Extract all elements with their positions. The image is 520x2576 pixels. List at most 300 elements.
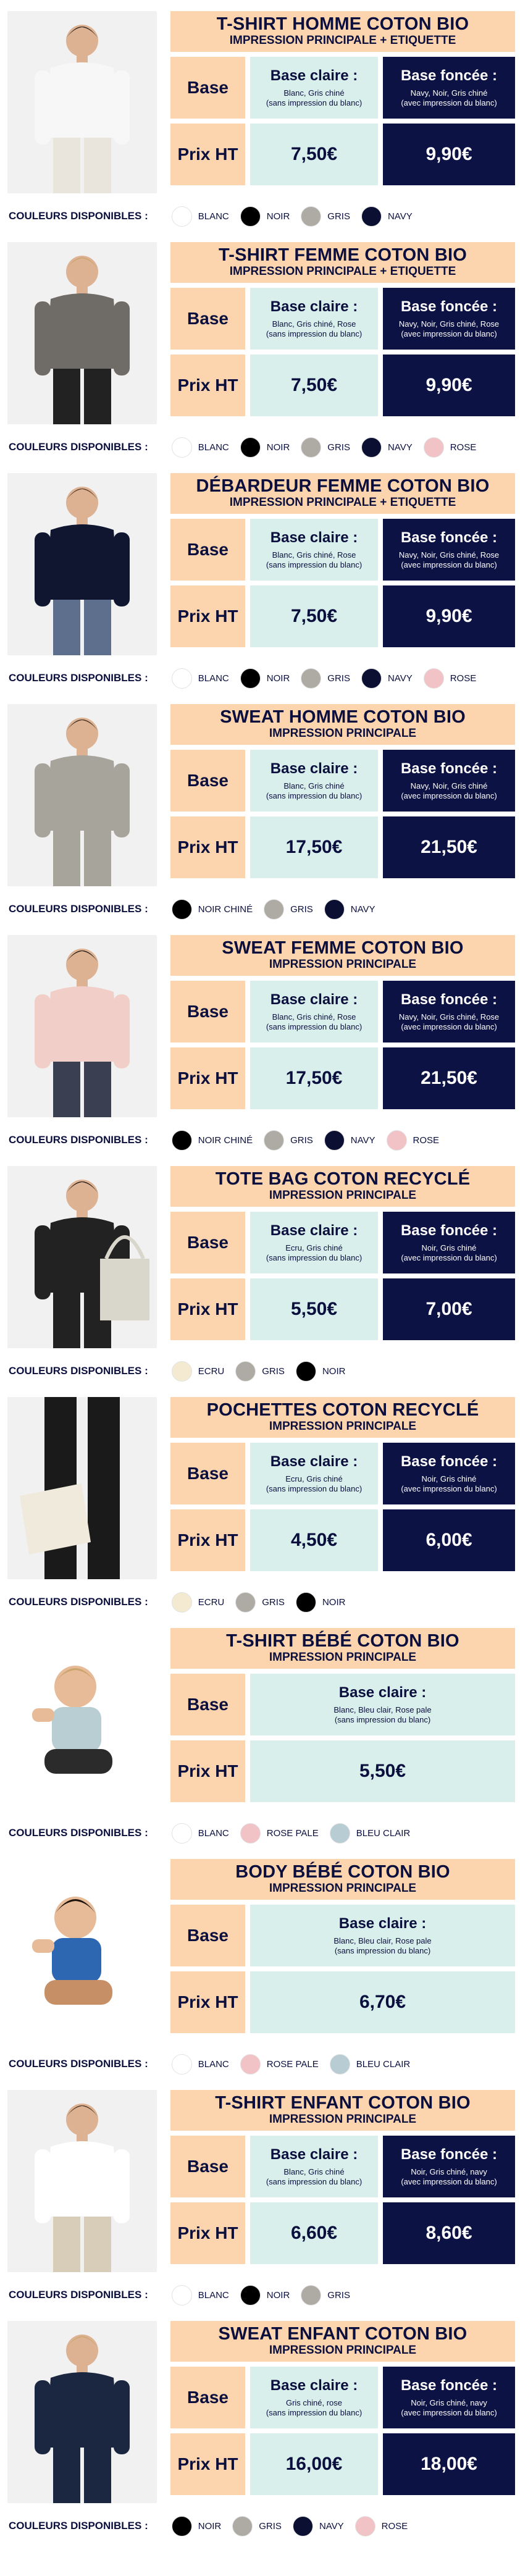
- price-grid: [170, 2136, 515, 2268]
- available-colors: [9, 1593, 515, 1611]
- color-swatch: [361, 668, 413, 689]
- available-colors: [9, 1824, 515, 1842]
- available-colors: [9, 669, 515, 687]
- product-section: [0, 2079, 520, 2310]
- dark-base-description: Noir, Gris chiné, navy (avec impression du blanc): [401, 2398, 497, 2417]
- colors-label: COULEURS DISPONIBLES :: [9, 672, 148, 684]
- base-label: Base: [170, 1212, 245, 1273]
- color-dot: [296, 1361, 316, 1382]
- light-base-description: Blanc, Gris chiné (sans impression du blanc): [266, 88, 363, 107]
- light-base-heading: Base claire :: [270, 67, 358, 84]
- title-box: [170, 935, 515, 976]
- title-box: [170, 1859, 515, 1900]
- colors-label: COULEURS DISPONIBLES :: [9, 2058, 148, 2070]
- price-grid: [170, 1212, 515, 1344]
- light-base-description: Blanc, Gris chiné, Rose (sans impression du blanc): [266, 319, 363, 338]
- color-name: NAVY: [387, 211, 413, 222]
- color-dot: [296, 1592, 316, 1613]
- color-name: NAVY: [350, 904, 375, 915]
- available-colors: [9, 2055, 515, 2073]
- product-photo: [7, 1628, 157, 1810]
- price-label: Prix HT: [170, 816, 245, 878]
- product-title: BODY BÉBÉ COTON BIO: [235, 1862, 450, 1882]
- product-subtitle: IMPRESSION PRINCIPALE: [269, 1651, 417, 1664]
- color-dot: [172, 2054, 192, 2075]
- color-swatch: [296, 1361, 346, 1382]
- dark-base-cell: [383, 57, 515, 119]
- light-price-cell: [250, 124, 378, 185]
- color-name: ECRU: [198, 1366, 225, 1377]
- dark-price-cell: [383, 1047, 515, 1109]
- product-photo: [7, 2321, 157, 2503]
- product-subtitle: IMPRESSION PRINCIPALE: [269, 1882, 417, 1895]
- color-swatch: [240, 2054, 319, 2075]
- dark-price: 9,90€: [426, 375, 472, 395]
- color-swatch: [240, 1823, 319, 1844]
- color-swatch: [330, 1823, 411, 1844]
- light-price-cell: [250, 1278, 378, 1340]
- color-swatch: [330, 2054, 411, 2075]
- color-swatch: [301, 437, 350, 458]
- color-dot: [424, 437, 444, 458]
- color-dot: [172, 1361, 192, 1382]
- light-base-description: Blanc, Gris chiné (sans impression du blanc): [266, 781, 363, 800]
- title-box: [170, 2321, 515, 2362]
- color-name: NOIR: [266, 211, 290, 222]
- price-label: Prix HT: [170, 1278, 245, 1340]
- color-name: BLEU CLAIR: [356, 2058, 411, 2070]
- dark-base-description: Navy, Noir, Gris chiné (avec impression du blanc): [401, 88, 497, 107]
- light-base-cell: [250, 1905, 515, 1966]
- color-dot: [172, 206, 192, 227]
- color-swatch: [324, 1130, 375, 1151]
- color-swatch: [240, 2285, 290, 2305]
- price-table: [170, 1397, 515, 1575]
- product-subtitle: IMPRESSION PRINCIPALE + ETIQUETTE: [229, 496, 456, 509]
- light-price: 16,00€: [285, 2454, 343, 2474]
- light-base-cell: [250, 1674, 515, 1735]
- price-grid: [170, 2367, 515, 2499]
- color-swatch: [172, 2516, 222, 2536]
- price-grid: [170, 519, 515, 651]
- product-photo: [7, 473, 157, 655]
- color-name: GRIS: [327, 442, 350, 453]
- dark-price: 9,90€: [426, 144, 472, 164]
- color-swatch: [172, 899, 253, 920]
- color-name: GRIS: [259, 2520, 282, 2532]
- color-swatch: [172, 2285, 229, 2305]
- light-base-cell: [250, 981, 378, 1043]
- base-label: Base: [170, 519, 245, 581]
- color-swatch: [301, 668, 350, 689]
- product-title: SWEAT FEMME COTON BIO: [222, 938, 464, 958]
- light-base-cell: [250, 2367, 378, 2428]
- dark-price: 8,60€: [426, 2223, 472, 2243]
- dark-base-cell: [383, 288, 515, 350]
- color-swatch: [240, 437, 290, 458]
- color-dot: [424, 668, 444, 689]
- dark-base-cell: [383, 981, 515, 1043]
- color-swatch: [424, 668, 477, 689]
- dark-price: 18,00€: [421, 2454, 477, 2474]
- color-dot: [172, 1592, 192, 1613]
- color-swatch: [301, 206, 350, 227]
- color-dot: [293, 2516, 313, 2536]
- color-dot: [172, 2516, 192, 2536]
- light-base-description: Blanc, Bleu clair, Rose pale (sans impression du blanc): [333, 1705, 432, 1724]
- price-table: [170, 242, 515, 420]
- light-base-cell: [250, 288, 378, 350]
- color-name: ROSE: [381, 2520, 408, 2532]
- color-name: ROSE: [413, 1135, 440, 1146]
- color-name: NAVY: [350, 1135, 375, 1146]
- product-title: SWEAT ENFANT COTON BIO: [218, 2324, 468, 2344]
- color-name: NAVY: [387, 673, 413, 684]
- dark-price-cell: [383, 2202, 515, 2264]
- color-swatch: [264, 1130, 313, 1151]
- color-name: NOIR CHINÉ: [198, 904, 253, 915]
- color-dot: [301, 437, 321, 458]
- color-dot: [240, 668, 261, 689]
- base-label: Base: [170, 2367, 245, 2428]
- product-section: [0, 1617, 520, 1848]
- light-base-cell: [250, 519, 378, 581]
- color-name: NOIR: [266, 2289, 290, 2301]
- dark-price-cell: [383, 1509, 515, 1571]
- color-name: GRIS: [262, 1366, 285, 1377]
- dark-base-cell: [383, 519, 515, 581]
- dark-base-description: Navy, Noir, Gris chiné, Rose (avec impression du blanc): [398, 319, 500, 338]
- base-label: Base: [170, 57, 245, 119]
- dark-price: 7,00€: [426, 1299, 472, 1319]
- product-title: TOTE BAG COTON RECYCLÉ: [215, 1169, 471, 1189]
- color-swatch: [296, 1592, 346, 1613]
- light-price: 7,50€: [290, 606, 338, 626]
- dark-price-cell: [383, 2433, 515, 2495]
- color-swatch: [172, 437, 229, 458]
- price-label: Prix HT: [170, 2202, 245, 2264]
- light-price: 6,70€: [359, 1992, 406, 2012]
- product-section: [0, 231, 520, 462]
- dark-price-cell: [383, 816, 515, 878]
- color-dot: [264, 1130, 284, 1151]
- color-name: NOIR: [266, 442, 290, 453]
- title-box: [170, 1397, 515, 1438]
- available-colors: [9, 1362, 515, 1380]
- color-dot: [324, 899, 345, 920]
- product-section: [0, 1386, 520, 1617]
- color-name: GRIS: [327, 673, 350, 684]
- dark-price-cell: [383, 355, 515, 416]
- color-dot: [240, 437, 261, 458]
- product-title: POCHETTES COTON RECYCLÉ: [206, 1400, 479, 1420]
- dark-base-cell: [383, 2136, 515, 2197]
- price-table: [170, 2090, 515, 2268]
- price-label: Prix HT: [170, 2433, 245, 2495]
- title-box: [170, 1628, 515, 1669]
- colors-label: COULEURS DISPONIBLES :: [9, 2289, 148, 2301]
- dark-base-heading: Base foncée :: [400, 1453, 498, 1470]
- light-base-heading: Base claire :: [270, 760, 358, 777]
- color-name: ROSE: [450, 673, 477, 684]
- light-price: 5,50€: [359, 1761, 406, 1781]
- product-subtitle: IMPRESSION PRINCIPALE: [269, 1189, 417, 1202]
- light-price: 5,50€: [290, 1299, 338, 1319]
- dark-base-heading: Base foncée :: [400, 298, 498, 315]
- available-colors: [9, 2286, 515, 2304]
- product-section: [0, 1848, 520, 2079]
- product-section: [0, 924, 520, 1155]
- color-dot: [301, 206, 321, 227]
- color-dot: [330, 2054, 350, 2075]
- color-name: GRIS: [290, 904, 313, 915]
- dark-base-description: Navy, Noir, Gris chiné (avec impression du blanc): [401, 781, 497, 800]
- colors-label: COULEURS DISPONIBLES :: [9, 1596, 148, 1608]
- light-base-heading: Base claire :: [270, 2146, 358, 2163]
- light-base-heading: Base claire :: [338, 1684, 427, 1701]
- color-dot: [355, 2516, 375, 2536]
- color-dot: [264, 899, 284, 920]
- light-price-cell: [250, 355, 378, 416]
- product-photo: [7, 11, 157, 193]
- product-section: [0, 693, 520, 924]
- price-table: [170, 473, 515, 651]
- color-dot: [232, 2516, 253, 2536]
- light-base-cell: [250, 750, 378, 812]
- light-base-heading: Base claire :: [270, 298, 358, 315]
- product-subtitle: IMPRESSION PRINCIPALE: [269, 727, 417, 740]
- color-name: GRIS: [327, 2289, 350, 2301]
- light-price-cell: [250, 1971, 515, 2033]
- base-label: Base: [170, 1443, 245, 1504]
- price-table: [170, 11, 515, 189]
- color-name: NOIR CHINÉ: [198, 1135, 253, 1146]
- color-dot: [172, 899, 192, 920]
- light-price-cell: [250, 1047, 378, 1109]
- title-box: [170, 1166, 515, 1207]
- colors-label: COULEURS DISPONIBLES :: [9, 1365, 148, 1377]
- color-name: BLANC: [198, 211, 229, 222]
- color-name: NOIR: [266, 673, 290, 684]
- color-swatch: [301, 2285, 350, 2305]
- color-dot: [240, 2054, 261, 2075]
- color-dot: [240, 1823, 261, 1844]
- light-base-description: Blanc, Gris chiné (sans impression du blanc): [266, 2167, 363, 2186]
- color-swatch: [361, 437, 413, 458]
- colors-label: COULEURS DISPONIBLES :: [9, 903, 148, 915]
- dark-base-heading: Base foncée :: [400, 529, 498, 546]
- color-name: ROSE: [450, 442, 477, 453]
- product-photo: [7, 1397, 157, 1579]
- price-table: [170, 2321, 515, 2499]
- color-name: BLANC: [198, 1827, 229, 1839]
- color-swatch: [172, 1130, 253, 1151]
- light-base-cell: [250, 2136, 378, 2197]
- product-title: T-SHIRT HOMME COTON BIO: [216, 14, 469, 34]
- dark-base-cell: [383, 750, 515, 812]
- price-label: Prix HT: [170, 585, 245, 647]
- base-label: Base: [170, 2136, 245, 2197]
- product-photo: [7, 242, 157, 424]
- light-price: 7,50€: [290, 375, 338, 395]
- colors-label: COULEURS DISPONIBLES :: [9, 210, 148, 222]
- base-label: Base: [170, 750, 245, 812]
- dark-base-description: Noir, Gris chiné (avec impression du blanc): [401, 1474, 497, 1493]
- product-section: [0, 2310, 520, 2541]
- price-label: Prix HT: [170, 1971, 245, 2033]
- price-grid: [170, 1443, 515, 1575]
- light-price: 6,60€: [290, 2223, 338, 2243]
- price-label: Prix HT: [170, 355, 245, 416]
- product-title: DÉBARDEUR FEMME COTON BIO: [196, 476, 490, 496]
- available-colors: [9, 900, 515, 918]
- dark-price: 21,50€: [421, 837, 477, 857]
- price-table: [170, 1859, 515, 2037]
- color-dot: [240, 2285, 261, 2305]
- dark-price-cell: [383, 124, 515, 185]
- color-swatch: [264, 899, 313, 920]
- color-name: BLANC: [198, 2058, 229, 2070]
- light-base-description: Blanc, Bleu clair, Rose pale (sans impression du blanc): [333, 1936, 432, 1955]
- light-price-cell: [250, 1509, 378, 1571]
- color-dot: [361, 206, 382, 227]
- light-price: 17,50€: [285, 1068, 343, 1088]
- color-name: NOIR: [198, 2520, 222, 2532]
- price-grid: [170, 1674, 515, 1806]
- color-swatch: [240, 206, 290, 227]
- color-name: NOIR: [322, 1596, 346, 1608]
- dark-price: 21,50€: [421, 1068, 477, 1088]
- dark-base-description: Navy, Noir, Gris chiné, Rose (avec impression du blanc): [398, 550, 500, 569]
- color-name: BLANC: [198, 442, 229, 453]
- product-title: T-SHIRT BÉBÉ COTON BIO: [226, 1631, 459, 1651]
- color-swatch: [424, 437, 477, 458]
- price-table: [170, 1166, 515, 1344]
- product-photo: [7, 935, 157, 1117]
- light-base-description: Gris chiné, rose (sans impression du blanc): [266, 2398, 363, 2417]
- color-swatch: [355, 2516, 408, 2536]
- color-dot: [172, 668, 192, 689]
- colors-label: COULEURS DISPONIBLES :: [9, 1134, 148, 1146]
- color-dot: [301, 2285, 321, 2305]
- colors-label: COULEURS DISPONIBLES :: [9, 1827, 148, 1839]
- color-dot: [361, 668, 382, 689]
- product-subtitle: IMPRESSION PRINCIPALE: [269, 958, 417, 971]
- color-swatch: [293, 2516, 344, 2536]
- light-base-heading: Base claire :: [270, 991, 358, 1008]
- price-label: Prix HT: [170, 124, 245, 185]
- light-price-cell: [250, 816, 378, 878]
- available-colors: [9, 438, 515, 456]
- base-label: Base: [170, 1674, 245, 1735]
- light-base-cell: [250, 1212, 378, 1273]
- light-price-cell: [250, 585, 378, 647]
- dark-base-cell: [383, 1443, 515, 1504]
- color-dot: [172, 2285, 192, 2305]
- dark-base-heading: Base foncée :: [400, 1222, 498, 1239]
- dark-price: 6,00€: [426, 1530, 472, 1550]
- color-dot: [240, 206, 261, 227]
- color-swatch: [172, 206, 229, 227]
- price-grid: [170, 981, 515, 1113]
- product-subtitle: IMPRESSION PRINCIPALE: [269, 1420, 417, 1433]
- color-name: NOIR: [322, 1366, 346, 1377]
- title-box: [170, 11, 515, 52]
- product-subtitle: IMPRESSION PRINCIPALE + ETIQUETTE: [229, 265, 456, 278]
- price-grid: [170, 288, 515, 420]
- color-swatch: [172, 1361, 225, 1382]
- price-table: [170, 935, 515, 1113]
- product-photo: [7, 1166, 157, 1348]
- color-dot: [235, 1592, 256, 1613]
- color-dot: [387, 1130, 407, 1151]
- color-name: NAVY: [387, 442, 413, 453]
- price-label: Prix HT: [170, 1047, 245, 1109]
- product-photo: [7, 1859, 157, 2041]
- light-price-cell: [250, 1740, 515, 1802]
- light-price-cell: [250, 2202, 378, 2264]
- product-title: T-SHIRT ENFANT COTON BIO: [215, 2093, 471, 2113]
- color-dot: [361, 437, 382, 458]
- product-photo: [7, 704, 157, 886]
- color-swatch: [361, 206, 413, 227]
- dark-base-description: Noir, Gris chiné (avec impression du blanc): [401, 1243, 497, 1262]
- available-colors: [9, 207, 515, 225]
- color-name: ECRU: [198, 1596, 225, 1608]
- color-name: ROSE PALE: [266, 1827, 319, 1839]
- light-base-heading: Base claire :: [270, 529, 358, 546]
- light-base-heading: Base claire :: [338, 1915, 427, 1932]
- price-grid: [170, 1905, 515, 2037]
- price-grid: [170, 57, 515, 189]
- light-base-cell: [250, 1443, 378, 1504]
- dark-base-heading: Base foncée :: [400, 760, 498, 777]
- title-box: [170, 704, 515, 745]
- color-dot: [324, 1130, 345, 1151]
- dark-base-heading: Base foncée :: [400, 2377, 498, 2394]
- price-table: [170, 704, 515, 882]
- light-base-description: Ecru, Gris chiné (sans impression du blanc): [266, 1243, 363, 1262]
- color-dot: [172, 1823, 192, 1844]
- product-title: SWEAT HOMME COTON BIO: [220, 707, 466, 727]
- light-price: 4,50€: [290, 1530, 338, 1550]
- dark-base-description: Navy, Noir, Gris chiné, Rose (avec impression du blanc): [398, 1012, 500, 1031]
- product-photo: [7, 2090, 157, 2272]
- price-label: Prix HT: [170, 1740, 245, 1802]
- color-name: BLANC: [198, 673, 229, 684]
- title-box: [170, 2090, 515, 2131]
- dark-base-heading: Base foncée :: [400, 67, 498, 84]
- light-base-heading: Base claire :: [270, 1222, 358, 1239]
- dark-base-description: Noir, Gris chiné, navy (avec impression du blanc): [401, 2167, 497, 2186]
- available-colors: [9, 1131, 515, 1149]
- color-name: BLANC: [198, 2289, 229, 2301]
- dark-price: 9,90€: [426, 606, 472, 626]
- color-dot: [172, 437, 192, 458]
- colors-label: COULEURS DISPONIBLES :: [9, 441, 148, 453]
- light-base-cell: [250, 57, 378, 119]
- dark-base-cell: [383, 1212, 515, 1273]
- color-swatch: [324, 899, 375, 920]
- base-label: Base: [170, 288, 245, 350]
- light-base-heading: Base claire :: [270, 2377, 358, 2394]
- color-dot: [235, 1361, 256, 1382]
- color-name: BLEU CLAIR: [356, 1827, 411, 1839]
- color-swatch: [387, 1130, 440, 1151]
- price-grid: [170, 750, 515, 882]
- color-swatch: [172, 2054, 229, 2075]
- color-dot: [172, 1130, 192, 1151]
